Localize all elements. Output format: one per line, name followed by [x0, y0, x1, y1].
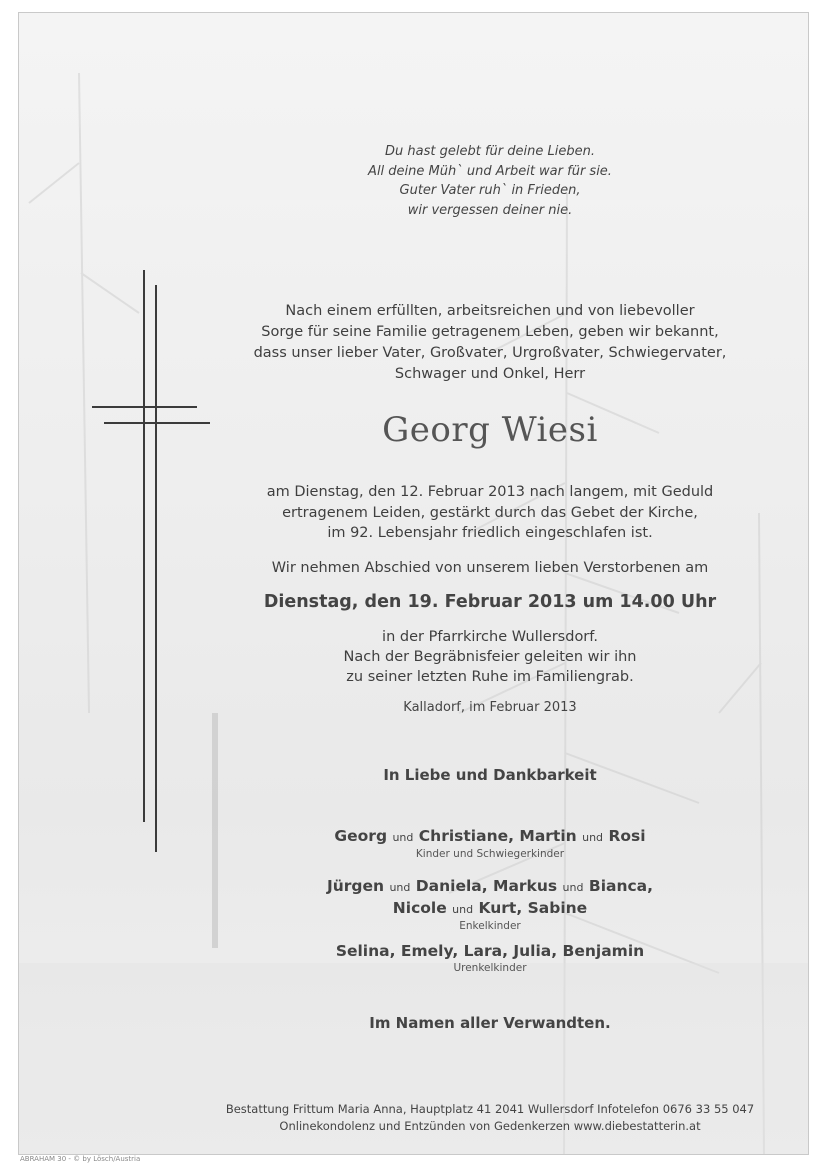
funeral-home-footer: [190, 1101, 790, 1135]
location-line: in der Pfarrkirche Wullersdorf.: [382, 629, 598, 645]
cross-vertical-bar: [143, 270, 145, 822]
relatives-line: Im Namen aller Verwandten.: [369, 1014, 611, 1032]
family-name: Jürgen: [326, 877, 385, 895]
passing-line: im 92. Lebensjahr friedlich eingeschlafen ist.: [327, 525, 653, 541]
announcement-intro: [190, 301, 790, 385]
poem: [190, 142, 790, 220]
location-line: Nach der Begräbnisfeier geleiten wir ihn: [343, 649, 637, 665]
family-name: Daniela, Markus: [415, 877, 558, 895]
intro-line: Nach einem erfüllten, arbeitsreichen und von liebevoller: [285, 303, 695, 319]
farewell-text: Wir nehmen Abschied von unserem lieben Verstorbenen am: [271, 560, 709, 576]
intro-line: Sorge für seine Familie getragenem Leben, geben wir bekannt,: [261, 324, 719, 340]
grandchildren-label: Enkelkinder: [459, 920, 521, 932]
conjunction: und: [562, 881, 584, 894]
funeral-location: [190, 627, 790, 687]
grandchildren-group: [190, 876, 790, 933]
conjunction: und: [392, 831, 414, 844]
grandchildren-names: [190, 898, 790, 920]
poem-line: Guter Vater ruh` in Frieden,: [399, 183, 581, 198]
cross-horizontal-bar: [92, 406, 197, 408]
great-grandchildren-group: [190, 941, 790, 975]
family-name: Rosi: [608, 827, 646, 845]
conjunction: und: [389, 881, 411, 894]
poem-line: Du hast gelebt für deine Lieben.: [385, 144, 595, 159]
family-name: Christiane, Martin: [418, 827, 577, 845]
children-group: [190, 826, 790, 861]
family-name: Nicole: [392, 899, 447, 917]
conjunction: und: [582, 831, 604, 844]
place-date: Kalladorf, im Februar 2013: [403, 700, 577, 715]
deceased-name: Georg Wiesi: [382, 410, 598, 450]
footer-line: Onlinekondolenz und Entzünden von Gedenkerzen www.diebestatterin.at: [279, 1119, 701, 1133]
location-line: zu seiner letzten Ruhe im Familiengrab.: [346, 669, 634, 685]
poem-line: All deine Müh` und Arbeit war für sie.: [368, 163, 612, 179]
conjunction: und: [452, 903, 474, 916]
passing-details: [190, 482, 790, 544]
passing-line: am Dienstag, den 12. Februar 2013 nach langem, mit Geduld: [266, 484, 714, 500]
intro-line: Schwager und Onkel, Herr: [394, 366, 586, 382]
love-line: In Liebe und Dankbarkeit: [383, 766, 597, 784]
family-name: Bianca,: [588, 877, 654, 895]
children-label: Kinder und Schwiegerkinder: [415, 848, 565, 860]
family-name: Kurt, Sabine: [478, 899, 588, 917]
passing-line: ertragenem Leiden, gestärkt durch das Gebet der Kirche,: [282, 504, 698, 521]
grandchildren-names: [190, 876, 790, 898]
footer-line: Bestattung Frittum Maria Anna, Hauptplatz 41 2041 Wullersdorf Infotelefon 0676 33 55 047: [225, 1102, 755, 1116]
great-grandchildren-label: Urenkelkinder: [453, 962, 527, 974]
cross-vertical-bar: [155, 285, 157, 852]
funeral-date: Dienstag, den 19. Februar 2013 um 14.00 Uhr: [263, 592, 717, 612]
intro-line: dass unser lieber Vater, Großvater, Urgroßvater, Schwiegervater,: [253, 345, 727, 361]
children-names: [190, 826, 790, 848]
poem-line: wir vergessen deiner nie.: [407, 202, 573, 218]
family-name: Georg: [334, 827, 388, 845]
great-grandchildren-names: Selina, Emely, Lara, Julia, Benjamin: [335, 942, 645, 960]
template-credit: ABRAHAM 30 - © by Lösch/Austria: [20, 1155, 141, 1163]
